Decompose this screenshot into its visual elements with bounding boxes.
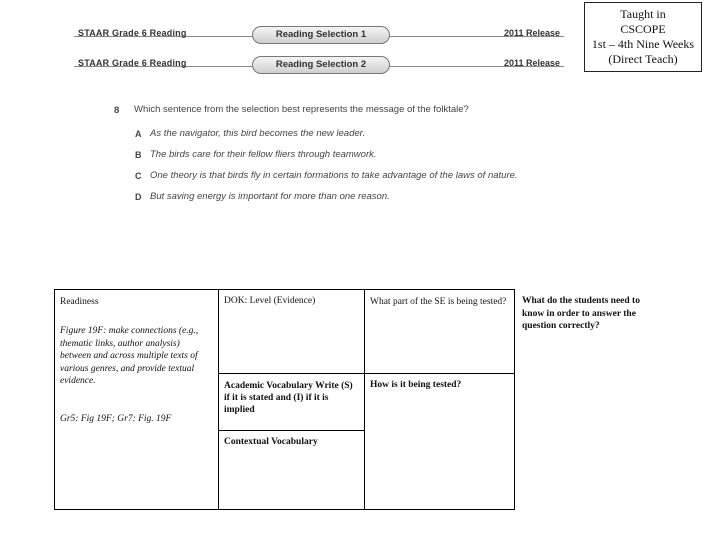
header-release: 2011 Release (503, 28, 560, 38)
reading-selection-pill: Reading Selection 1 (252, 26, 390, 44)
header-subject: STAAR Grade 6 Reading (78, 58, 187, 68)
option-text: But saving energy is important for more than one reason. (150, 191, 390, 202)
header-subject: STAAR Grade 6 Reading (78, 28, 187, 38)
header-bar-2 (74, 56, 564, 74)
readiness-cell (55, 290, 219, 510)
taught-line-1: Taught in (620, 7, 666, 21)
dok-label: DOK: Level (Evidence) (224, 296, 316, 306)
se-part-cell (365, 290, 515, 374)
how-tested-label: How is it being tested? (370, 380, 462, 390)
option-letter: A (135, 129, 142, 139)
option-text: One theory is that birds fly in certain formations to take advantage of the laws of nature. (150, 170, 518, 181)
header-release: 2011 Release (503, 58, 560, 68)
taught-line-2: CSCOPE (620, 22, 666, 36)
se-part-label: What part of the SE is being tested? (370, 297, 507, 307)
taught-line-3: 1st – 4th Nine Weeks (591, 37, 695, 51)
how-tested-cell (365, 374, 515, 510)
contextual-vocab-cell (219, 431, 365, 510)
analysis-grid (54, 289, 515, 510)
taught-line-4: (Direct Teach) (608, 52, 678, 66)
question-number: 8 (114, 105, 120, 116)
header-bar-1 (74, 26, 564, 44)
option-letter: D (135, 192, 142, 202)
academic-vocab-cell (219, 374, 365, 431)
grade-references: Gr5: Fig 19F; Gr7: Fig. 19F (60, 413, 172, 424)
dok-cell (219, 290, 365, 374)
reading-selection-pill: Reading Selection 2 (252, 56, 390, 74)
contextual-vocab-label: Contextual Vocabulary (224, 437, 318, 447)
option-text: As the navigator, this bird becomes the new leader. (150, 128, 366, 139)
taught-in-box (584, 2, 702, 72)
question-text: Which sentence from the selection best represents the message of the folktale? (134, 104, 469, 115)
academic-vocab-label: Academic Vocabulary Write (S) if it is stated and (I) if it is implied (224, 381, 353, 415)
figure-standard-text: Figure 19F: make connections (e.g., thematic links, author analysis) between and across multiple texts of various genres, and provide textual evidence. (60, 326, 199, 386)
side-question: What do the students need to know in order to answer the question correctly? (522, 296, 640, 331)
option-letter: B (135, 150, 142, 160)
option-letter: C (135, 171, 142, 181)
readiness-label: Readiness (60, 297, 99, 307)
option-text: The birds care for their fellow fliers through teamwork. (150, 149, 377, 160)
